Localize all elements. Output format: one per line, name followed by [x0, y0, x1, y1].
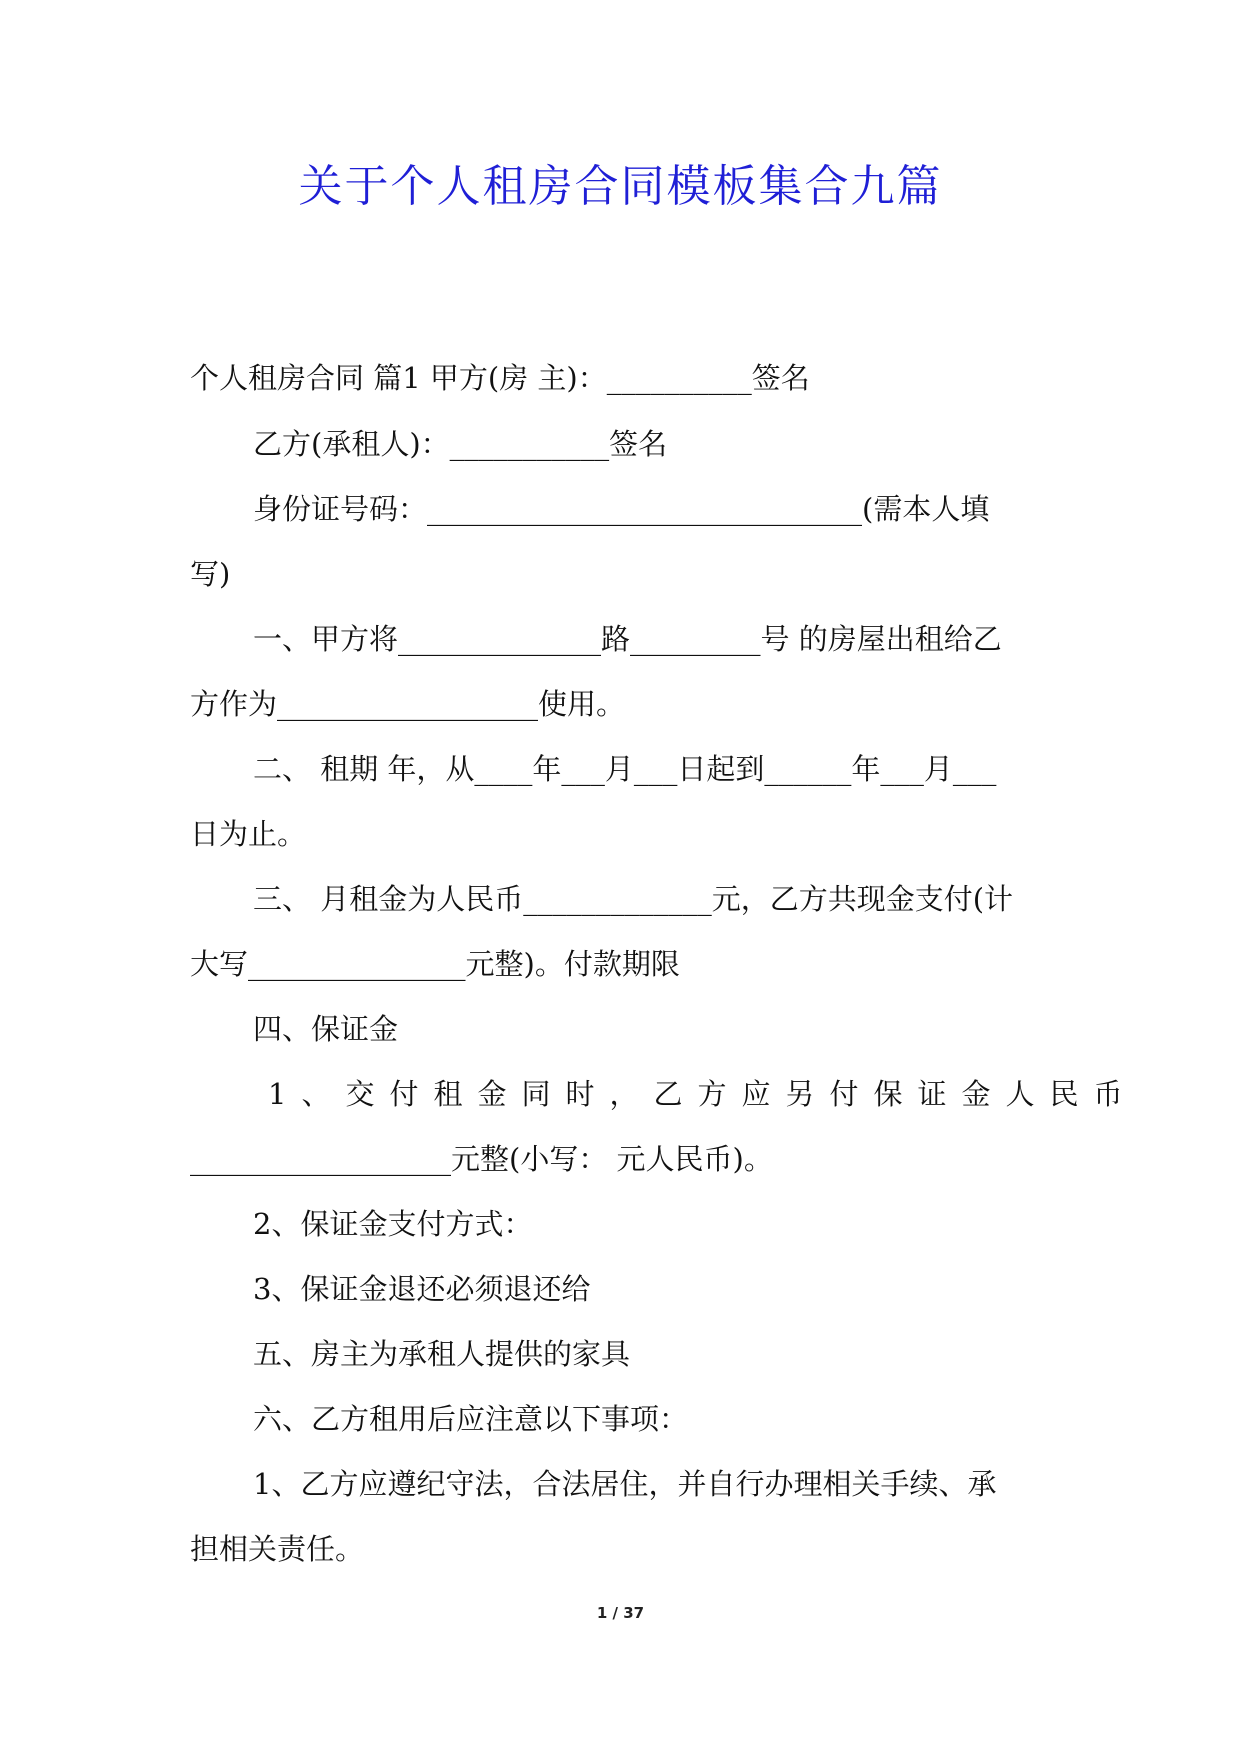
contract-line-16: 五、房主为承租人提供的家具	[253, 1337, 631, 1371]
contract-line-9: 三、 月租金为人民币_____________元，乙方共现金支付(计	[253, 882, 1014, 916]
contract-line-5: 一、甲方将______________路_________号 的房屋出租给乙	[253, 622, 1002, 656]
contract-line-17: 六、乙方租用后应注意以下事项：	[253, 1402, 689, 1436]
contract-line-14: 2、保证金支付方式：	[253, 1207, 533, 1241]
contract-line-8: 日为止。	[190, 817, 307, 851]
contract-line-7: 二、 租期 年，从____年___月___日起到______年___月___	[253, 752, 997, 786]
document-title: 关于个人租房合同模板集合九篇	[298, 161, 943, 212]
contract-line-6: 方作为__________________使用。	[190, 687, 626, 721]
contract-line-2: 乙方(承租人)：___________签名	[253, 427, 668, 461]
contract-line-13: __________________元整(小写： 元人民币)。	[190, 1142, 773, 1176]
page-number: 1 / 37	[596, 1604, 645, 1622]
contract-line-18: 1、乙方应遵纪守法，合法居住，并自行办理相关手续、承	[253, 1467, 997, 1501]
contract-line-10: 大写_______________元整)。付款期限	[190, 947, 680, 981]
contract-line-4: 写)	[190, 557, 231, 591]
contract-line-11: 四、保证金	[253, 1012, 399, 1046]
contract-line-19: 担相关责任。	[190, 1532, 365, 1566]
contract-line-3: 身份证号码：______________________________(需本人填	[253, 492, 990, 526]
contract-line-15: 3、保证金退还必须退还给	[253, 1272, 591, 1306]
contract-line-1: 个人租房合同 篇1 甲方(房 主)：__________签名	[190, 361, 810, 395]
contract-line-12: 1、交付租金同时，乙方应另付保证金人民币	[268, 1077, 1138, 1111]
